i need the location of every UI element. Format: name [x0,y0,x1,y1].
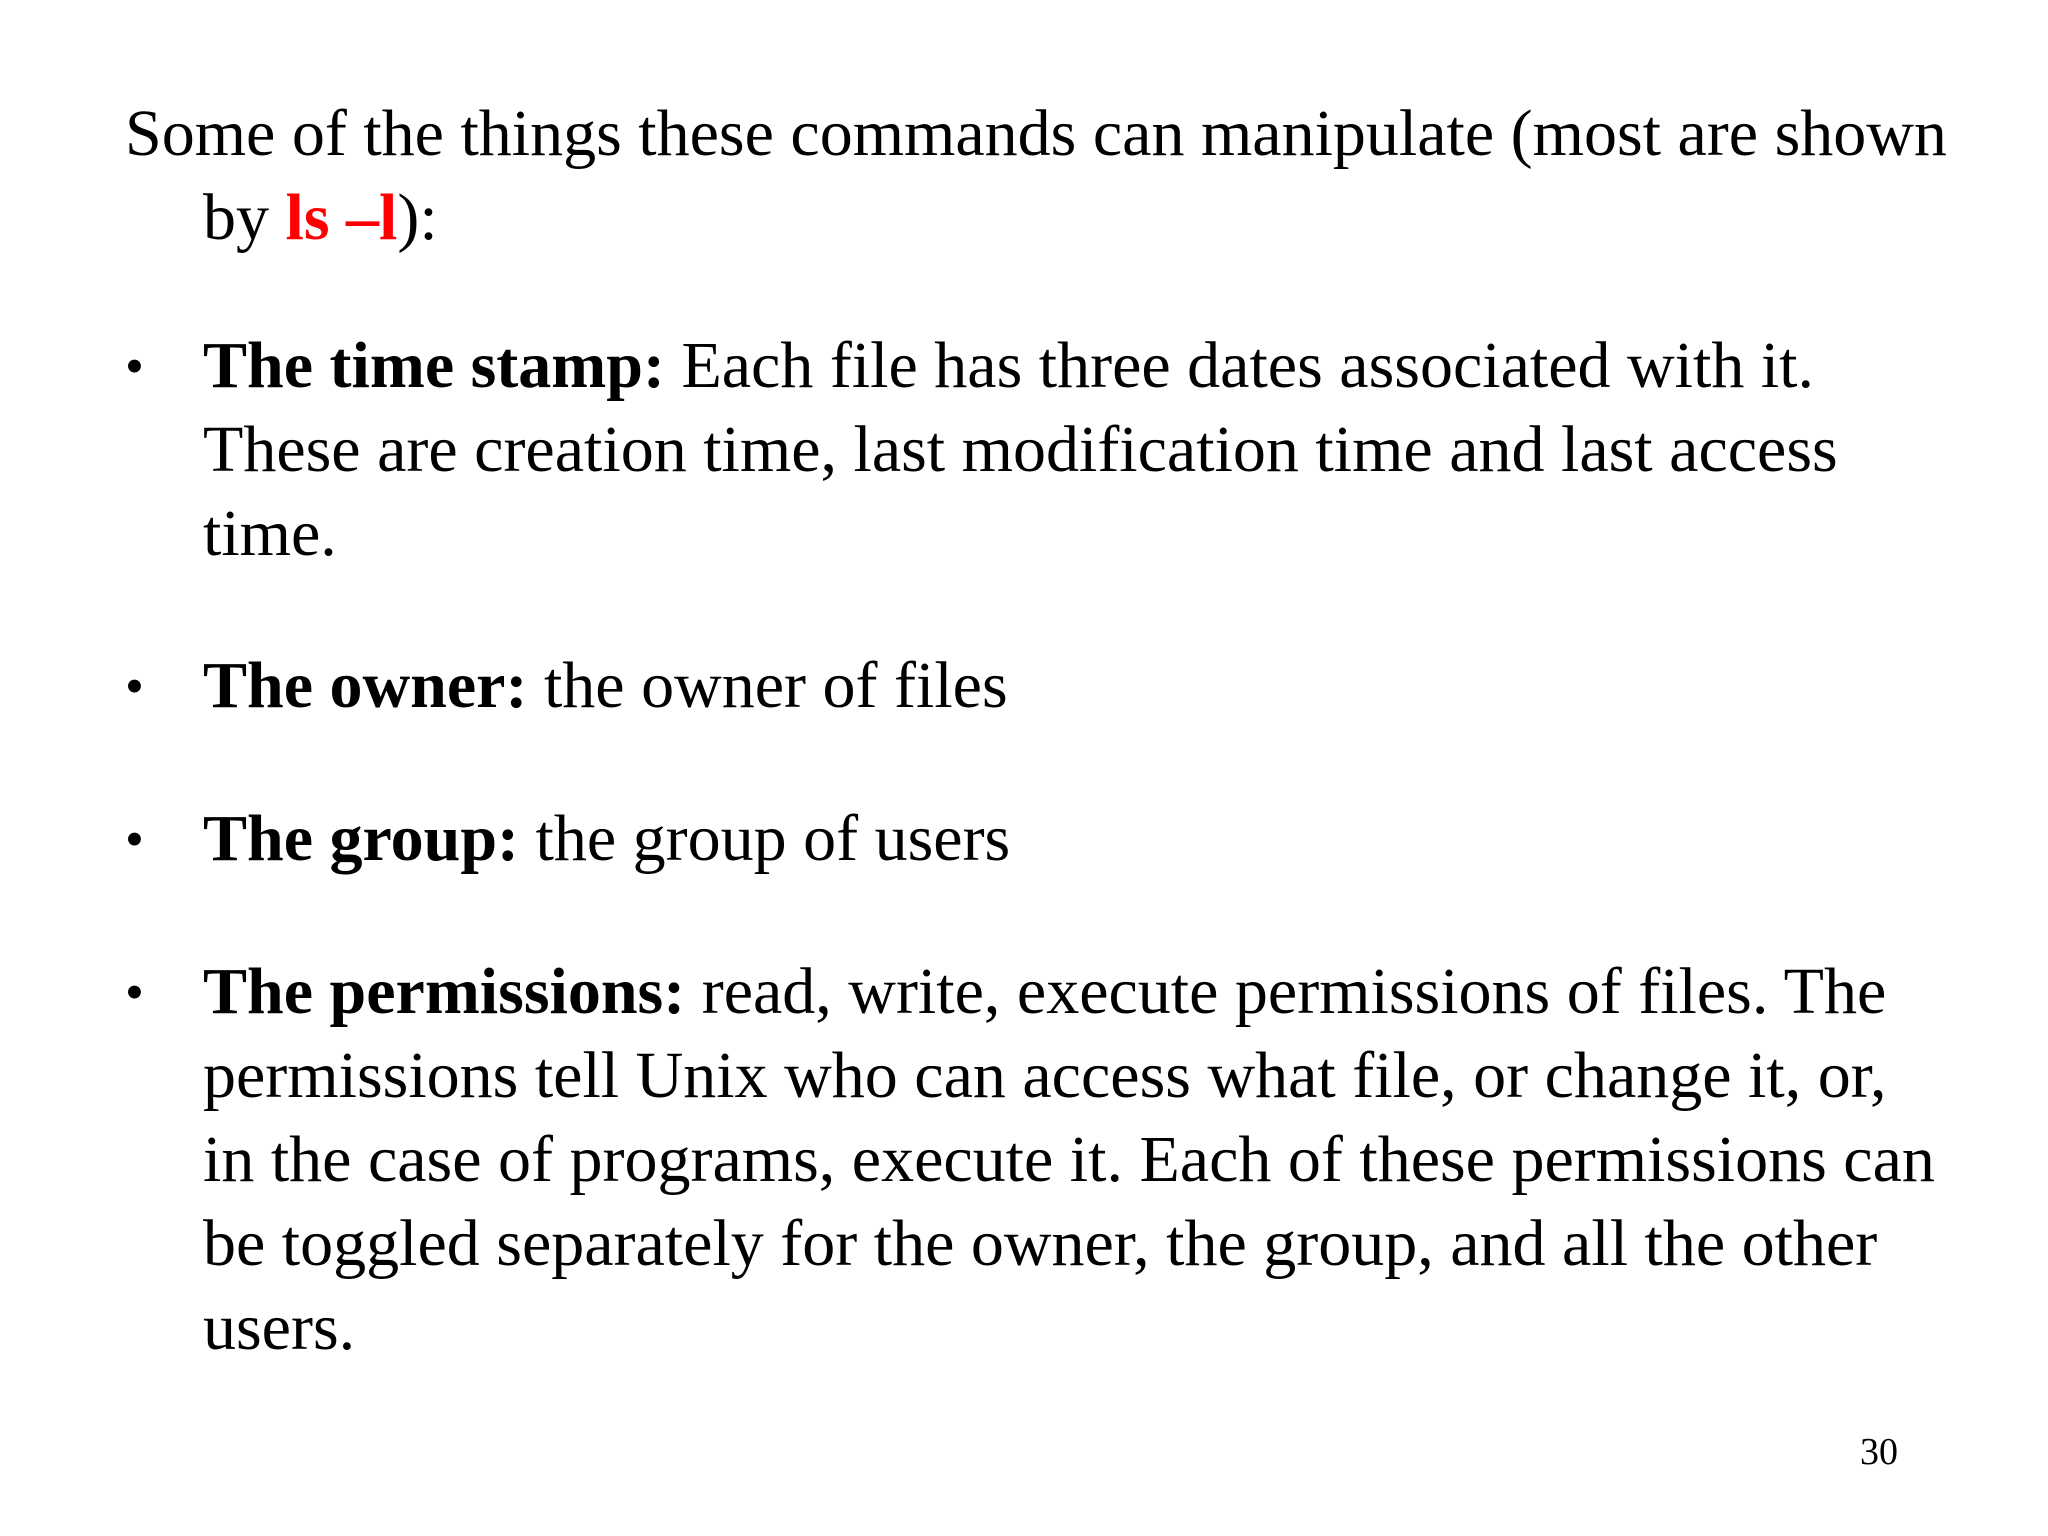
bullet-text [203,644,1945,728]
bullet-text [203,797,1945,881]
bullet-icon: • [125,962,144,1022]
page-number: 30 [1860,1431,1898,1473]
bullet-icon: • [125,656,144,716]
bullet-term: The owner: [203,649,528,722]
bullet-text [203,324,1945,576]
bullet-group [125,797,1945,881]
intro-paragraph [125,92,2023,260]
bullet-permissions [125,950,1945,1370]
bullet-description: Each file has three dates associated with it. These are creation time, last modification time and last access time. [203,329,1838,570]
bullet-text [203,950,1945,1370]
intro-text: Some of the things these commands can manipulate (most are shown by [125,97,1947,254]
bullet-term: The permissions: [203,955,686,1028]
bullet-description: the group of users [519,802,1011,875]
bullet-icon: • [125,336,144,396]
bullet-description: the owner of files [527,649,1008,722]
bullet-owner [125,644,1945,728]
bullet-term: The time stamp: [203,329,665,402]
intro-text-end: ): [397,181,438,254]
command-ls-l: ls –l [285,181,398,254]
bullet-icon: • [125,809,144,869]
bullet-description: read, write, execute permissions of files. The permissions tell Unix who can access what file, or change it, or, in the case of programs, execute it. Each of these permissions can be toggled separately for the owner, the group, and all the other users. [203,955,1935,1364]
bullet-time-stamp [125,324,1945,576]
bullet-term: The group: [203,802,520,875]
